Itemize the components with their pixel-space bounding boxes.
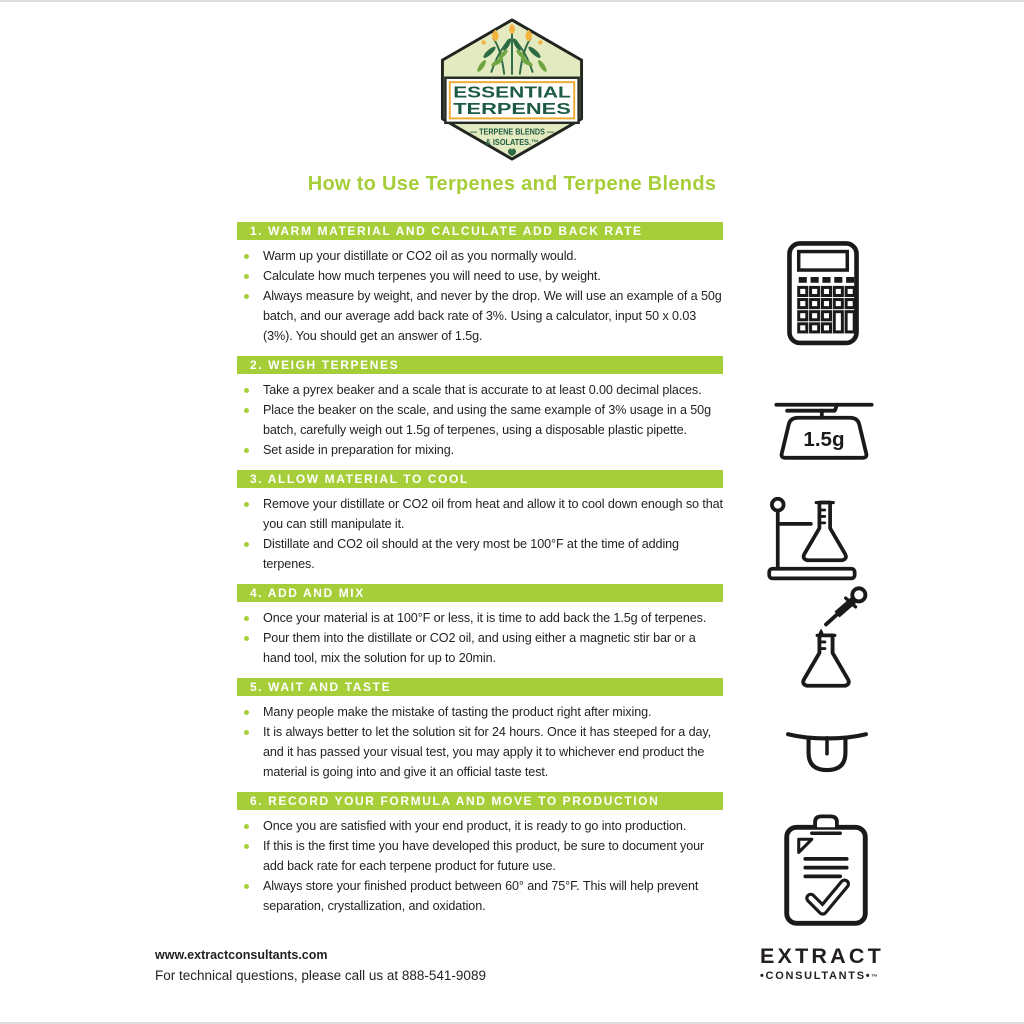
bullet-item: Take a pyrex beaker and a scale that is accurate to at least 0.00 decimal places. (237, 380, 723, 400)
section-weigh-terpenes (237, 356, 723, 460)
brand-name-consultants (760, 970, 884, 982)
bullet-list (237, 816, 723, 916)
calculator-icon (786, 240, 860, 351)
section-header-bar: 6. RECORD YOUR FORMULA AND MOVE TO PRODUCTION (237, 792, 723, 810)
bullet-item: It is always better to let the solution sit for 24 hours. Once it has steeped for a day, and it has passed your visual test, you may apply it to whichever end product the material is going into and give it an official taste test. (237, 722, 723, 782)
bullet-item: Calculate how much terpenes you will need to use, by weight. (237, 266, 723, 286)
tongue-icon (784, 724, 870, 782)
bullet-item: Many people make the mistake of tasting the product right after mixing. (237, 702, 723, 722)
brand-consultants-text: •CONSULTANTS• (760, 970, 872, 982)
instructions-column (237, 222, 723, 926)
bullet-item: Always store your finished product between 60° and 75°F. This will help prevent separation, crystallization, and oxidation. (237, 876, 723, 916)
brand-name-extract: EXTRACT (760, 944, 884, 968)
logo-subtitle-line1: — TERPENE BLENDS — (469, 127, 555, 137)
bullet-item: Once you are satisfied with your end product, it is ready to go into production. (237, 816, 723, 836)
bullet-list (237, 608, 723, 668)
section-header-bar: 3. ALLOW MATERIAL TO COOL (237, 470, 723, 488)
page-title: How to Use Terpenes and Terpene Blends (307, 173, 717, 195)
phone-line: For technical questions, please call us at 888-541-9089 (155, 968, 486, 983)
bullet-item: Warm up your distillate or CO2 oil as you normally would. (237, 246, 723, 266)
bullet-item: Always measure by weight, and never by the drop. We will use an example of a 50g batch, and our average add back rate of 3%. Using a calculator, input 50 x 0.03 (3%). You should get an answer of 1.5g. (237, 286, 723, 346)
essential-terpenes-logo (439, 17, 586, 167)
section-warm-material (237, 222, 723, 346)
logo-name-line1: ESSENTIAL (453, 84, 572, 102)
trademark-symbol: ™ (871, 974, 878, 981)
bullet-item: Pour them into the distillate or CO2 oil, and using either a magnetic stir bar or a hand tool, mix the solution for up to 20min. (237, 628, 723, 668)
section-wait-taste (237, 678, 723, 782)
hexagon-logo-icon (439, 17, 586, 162)
bullet-item: Remove your distillate or CO2 oil from heat and allow it to cool down enough so that you can still manipulate it. (237, 494, 723, 534)
section-header-bar: 5. WAIT AND TASTE (237, 678, 723, 696)
section-header-bar: 4. ADD AND MIX (237, 584, 723, 602)
flask-on-stand-icon (766, 494, 860, 589)
bullet-item: If this is the first time you have developed this product, be sure to document your add back rate for each terpene product for future use. (237, 836, 723, 876)
scale-weight-label: 1.5g (803, 427, 845, 451)
bullet-item: Place the beaker on the scale, and using the same example of 3% usage in a 50g batch, carefully weigh out 1.5g of terpenes, using a disposable plastic pipette. (237, 400, 723, 440)
section-header-bar: 2. WEIGH TERPENES (237, 356, 723, 374)
section-header-bar: 1. WARM MATERIAL AND CALCULATE ADD BACK RATE (237, 222, 723, 240)
bullet-list (237, 702, 723, 782)
bullet-list (237, 380, 723, 460)
bullet-item: Distillate and CO2 oil should at the very most be 100°F at the time of adding terpenes. (237, 534, 723, 574)
section-add-mix (237, 584, 723, 668)
bullet-list (237, 246, 723, 346)
website-url: www.extractconsultants.com (155, 948, 328, 962)
section-allow-cool (237, 470, 723, 574)
logo-subtitle-line2: & ISOLATES.™ (485, 137, 539, 147)
footer-contact (155, 948, 486, 983)
section-record-formula (237, 792, 723, 916)
scale-icon (772, 395, 876, 469)
bullet-list (237, 494, 723, 574)
bullet-item: Set aside in preparation for mixing. (237, 440, 723, 460)
bullet-item: Once your material is at 100°F or less, it is time to add back the 1.5g of terpenes. (237, 608, 723, 628)
dropper-flask-icon (780, 585, 872, 700)
extract-consultants-logo (760, 944, 884, 982)
clipboard-check-icon (778, 812, 874, 935)
logo-name-line2: TERPENES (453, 100, 571, 118)
